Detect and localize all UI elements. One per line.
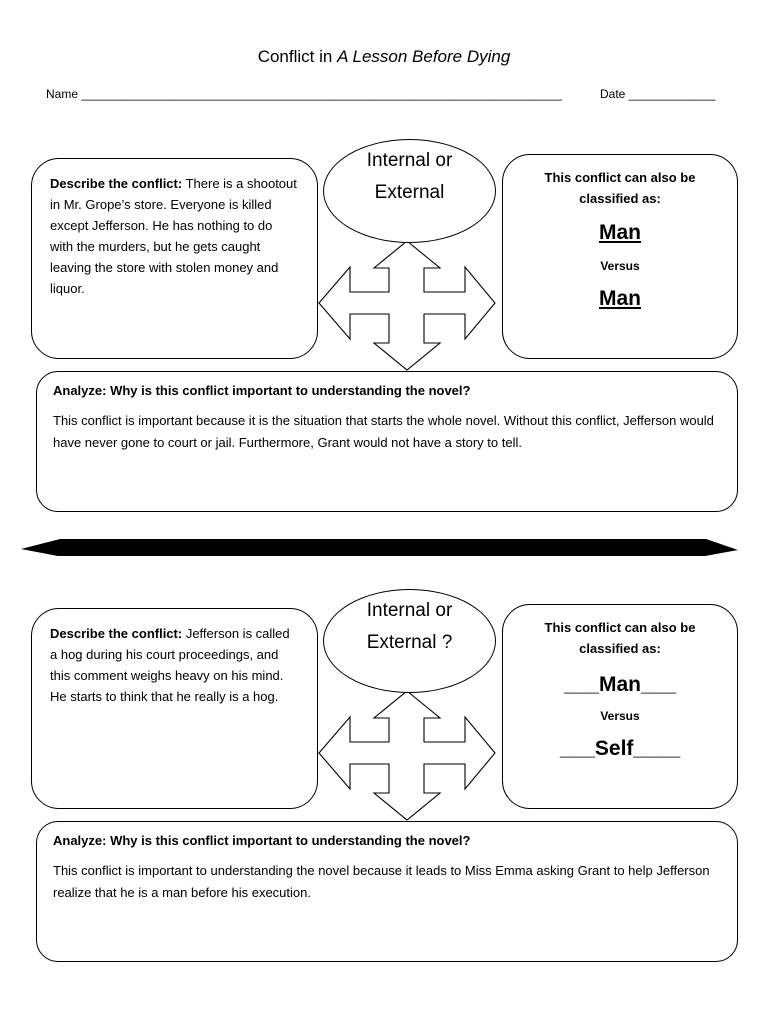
name-field[interactable]: Name ________________________________________________________________________ (46, 87, 562, 101)
classify-heading: This conflict can also be classified as: (544, 170, 696, 206)
oval-line-2: External (374, 182, 445, 203)
analyze-box (36, 821, 738, 962)
oval-line-1: Internal or (366, 150, 453, 171)
internal-external-oval (323, 589, 496, 693)
analyze-answer: This conflict is important because it is the situation that starts the whole novel. Without this conflict, Jefferson would have never gone to court or jail. Furthermore, Grant would not have a story to tell. (53, 413, 714, 450)
date-field[interactable]: Date _____________ (600, 87, 716, 101)
four-way-arrow-shape (319, 691, 495, 820)
classify-versus: Versus (600, 709, 640, 723)
classify-box (502, 604, 738, 809)
classify-first: Man (599, 221, 641, 244)
classify-second: Man (599, 287, 641, 310)
oval-line-2: External ? (366, 632, 453, 653)
classify-first: ___Man___ (563, 673, 677, 696)
describe-label: Describe the conflict: (50, 176, 183, 191)
classify-versus: Versus (600, 259, 640, 273)
oval-line-1: Internal or (366, 600, 453, 621)
book-title: A Lesson Before Dying (337, 47, 511, 66)
analyze-question: Analyze: Why is this conflict important to understanding the novel? (53, 383, 471, 398)
describe-text: Jefferson is called a hog during his court proceedings, and this comment weighs heavy on his mind. He starts to think that he really is a hog. (50, 626, 290, 704)
describe-label: Describe the conflict: (50, 626, 183, 641)
page-title: Conflict in A Lesson Before Dying (257, 47, 511, 66)
analyze-question: Analyze: Why is this conflict important to understanding the novel? (53, 833, 471, 848)
classify-second: ___Self____ (559, 737, 681, 760)
classify-heading: This conflict can also be classified as: (544, 620, 696, 656)
describe-text: There is a shootout in Mr. Grope’s store. Everyone is killed except Jefferson. He has nothing to do with the murders, but he gets caught leaving the store with stolen money and liquor. (50, 176, 297, 296)
analyze-answer: This conflict is important to understanding the novel because it leads to Miss Emma asking Grant to help Jefferson realize that he is a man before his execution. (53, 863, 710, 900)
